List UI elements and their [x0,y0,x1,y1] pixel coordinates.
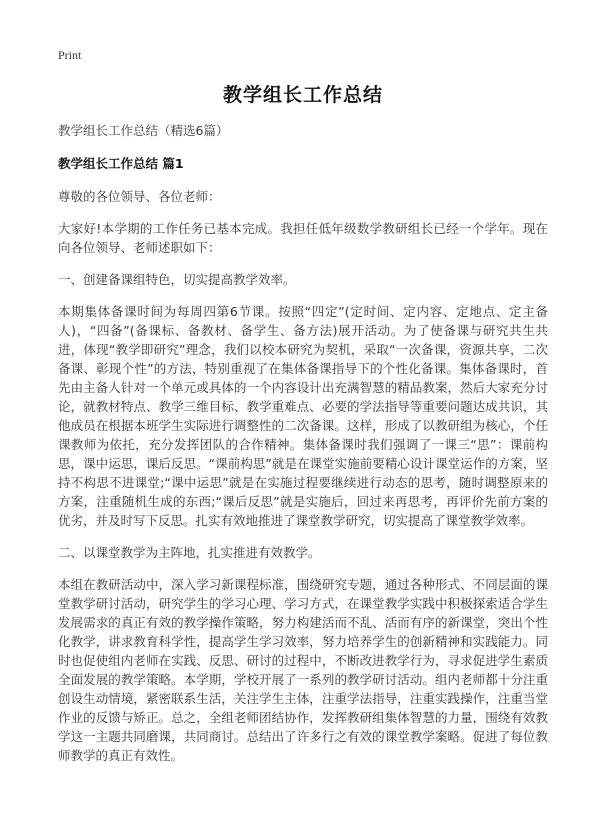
heading-paragraph-1: 一、创建备课组特色，切实提高教学效率。 [58,272,296,287]
intro-paragraph: 大家好!本学期的工作任务已基本完成。我担任低年级数学教研组长已经一个学年。现在向各位领导、老师述职如下： [58,221,548,255]
greeting-paragraph: 尊敬的各位领导、各位老师： [58,189,221,204]
document-body [58,80,548,778]
body-paragraph-2: 本组在教研活动中，深入学习新课程标准，围绕研究专题，通过各种形式、不同层面的课堂教学研讨活动，研究学生的学习心理、学习方式，在课堂教学实践中积极探索适合学生发展需求的真正有效的教学操作策略，努力构建活而不乱、活而有序的新课堂，突出个性化教学，讲求教育科学性，提高学生学习效率，努力培养学生的创新精神和实践能力。同时也促使组内老师在实践、反思、研讨的过程中，不断改进教学行为，寻求促进学生素质全面发展的教学策略。本学期，学校开展了一系列的教学研讨活动。组内老师都十分注重创设生动情境，紧密联系生活，关注学生主体，注重学法指导，注重实践操作，注重当堂作业的反馈与矫正。总之，全组老师团结协作，发挥教研组集体智慧的力量，围绕有效教学这一主题共同磨课，共同商讨。总结出了许多行之有效的课堂教学案略。促进了每位教师教学的真正有效性。 [58,577,548,763]
page-title: 教学组长工作总结 [222,84,383,106]
print-link[interactable]: Print [58,48,82,62]
document-subtitle: 教学组长工作总结（精选6篇） [58,123,229,138]
body-paragraph-1: 本期集体备课时间为每周四第6节课。按照“四定”(定时间、定内容、定地点、定主备人)，“四备”(备课标、备教材、备学生、备方法)展开活动。为了使备课与研究共生共进，体现“教学即研究”理念，我们以校本研究为契机，采取“一次备课，资源共享，二次备课、彰现个性”的方法，特别重视了在集体备课指导下的个性化备课。集体备课时，首先由主备人针对一个单元或具体的一个内容设计出充满智慧的精品教案，然后大家充分讨论，就教材特点、教学三维目标、教学重难点、必要的学法指导等重要问题达成共识，其他成员在根据本班学生实际进行调整性的二次备课。这样，形成了以教研组为核心，个任课教师为依托，充分发挥团队的合作精神。集体备课时我们强调了一课三“思”：课前构思，课中运思，课后反思。“课前构思”就是在课堂实施前要精心设计课堂运作的方案，坚持不构思不进课堂;“课中运思”就是在实施过程要继续进行动态的思考，随时调整原来的方案，注重随机生成的东西;“课后反思”就是实施后，回过来再思考，再评价先前方案的优劣，并及时写下反思。扎实有效地推进了课堂教学研究，切实提高了课堂教学效率。 [58,304,548,528]
section-heading: 教学组长工作总结 篇1 [58,156,184,171]
heading-paragraph-2: 二、以课堂教学为主阵地，扎实推进有效教学。 [58,545,321,560]
